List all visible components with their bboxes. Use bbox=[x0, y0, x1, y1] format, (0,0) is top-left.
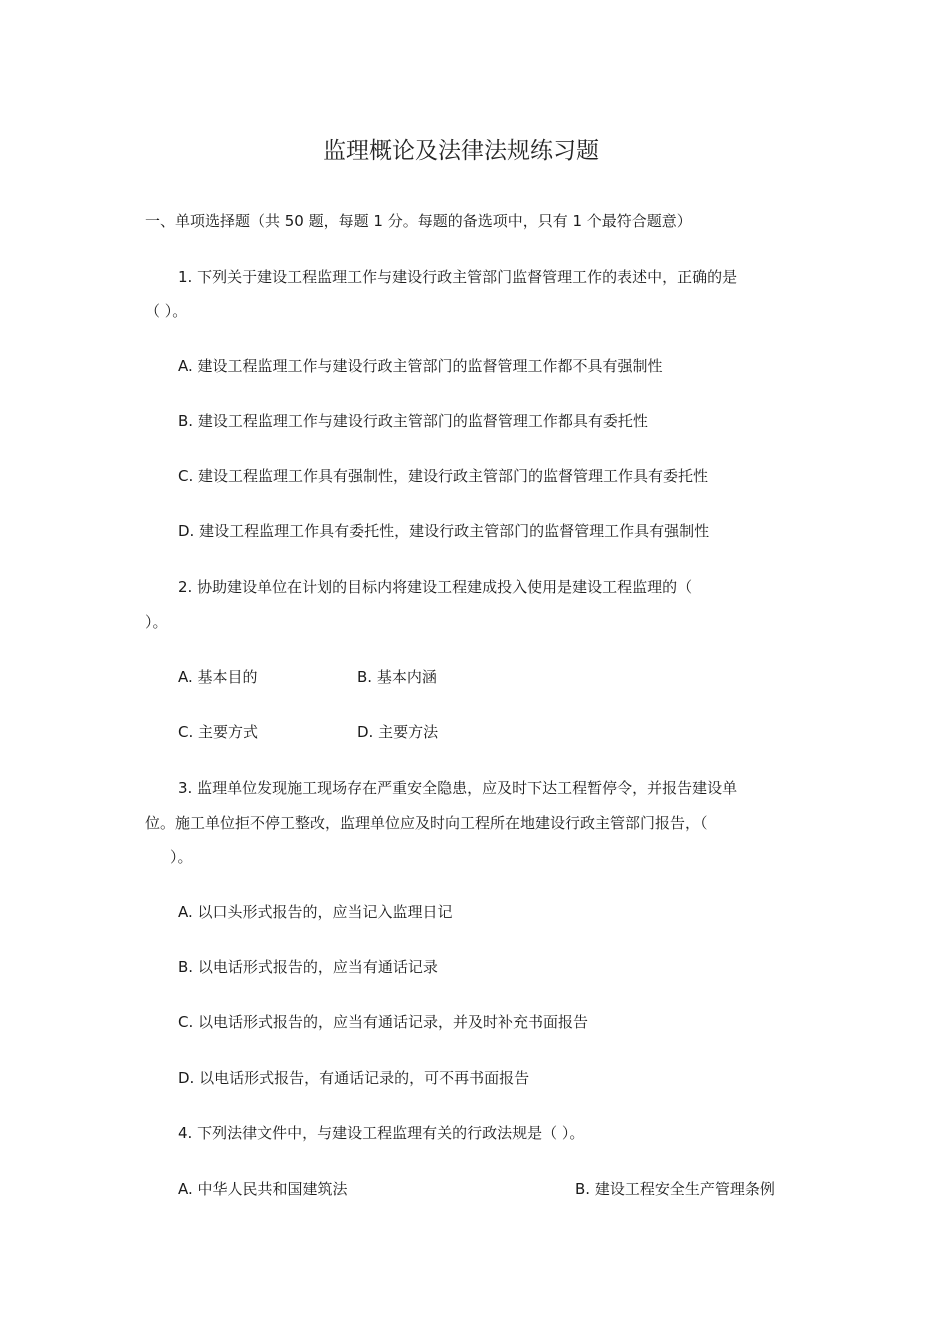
q4-option-b: B. 建设工程安全生产管理条例 bbox=[575, 1180, 775, 1198]
q1-option-c: C. 建设工程监理工作具有强制性，建设行政主管部门的监督管理工作具有委托性 bbox=[178, 467, 709, 485]
q3-option-c: C. 以电话形式报告的，应当有通话记录，并及时补充书面报告 bbox=[178, 1013, 589, 1031]
q3-option-b: B. 以电话形式报告的，应当有通话记录 bbox=[178, 958, 438, 976]
q4-option-a: A. 中华人民共和国建筑法 bbox=[178, 1180, 348, 1198]
q2-stem-line2: ）。 bbox=[145, 613, 168, 631]
section-heading: 一、单项选择题（共 50 题，每题 1 分。每题的备选项中，只有 1 个最符合题意） bbox=[145, 212, 692, 230]
q1-stem-line2: （ ）。 bbox=[145, 302, 188, 320]
q1-stem-line1: 1. 下列关于建设工程监理工作与建设行政主管部门监督管理工作的表述中，正确的是 bbox=[178, 268, 738, 286]
q1-option-a: A. 建设工程监理工作与建设行政主管部门的监督管理工作都不具有强制性 bbox=[178, 357, 663, 375]
q3-option-a: A. 以口头形式报告的，应当记入监理日记 bbox=[178, 903, 453, 921]
q2-option-b: B. 基本内涵 bbox=[357, 668, 437, 686]
q2-option-a: A. 基本目的 bbox=[178, 668, 258, 686]
q3-stem-line2: 位。施工单位拒不停工整改，监理单位应及时向工程所在地建设行政主管部门报告，（ bbox=[145, 814, 708, 832]
q3-stem-line3: ）。 bbox=[170, 848, 193, 866]
doc-title: 监理概论及法律法规练习题 bbox=[323, 138, 599, 164]
q1-option-d: D. 建设工程监理工作具有委托性，建设行政主管部门的监督管理工作具有强制性 bbox=[178, 522, 710, 540]
q2-stem-line1: 2. 协助建设单位在计划的目标内将建设工程建成投入使用是建设工程监理的（ bbox=[178, 578, 693, 596]
q2-option-c: C. 主要方式 bbox=[178, 723, 259, 741]
q3-stem-line1: 3. 监理单位发现施工现场存在严重安全隐患，应及时下达工程暂停令，并报告建设单 bbox=[178, 779, 738, 797]
q1-option-b: B. 建设工程监理工作与建设行政主管部门的监督管理工作都具有委托性 bbox=[178, 412, 648, 430]
q3-option-d: D. 以电话形式报告，有通话记录的，可不再书面报告 bbox=[178, 1069, 530, 1087]
q4-stem-line1: 4. 下列法律文件中，与建设工程监理有关的行政法规是（ ）。 bbox=[178, 1124, 585, 1142]
q2-option-d: D. 主要方法 bbox=[357, 723, 439, 741]
